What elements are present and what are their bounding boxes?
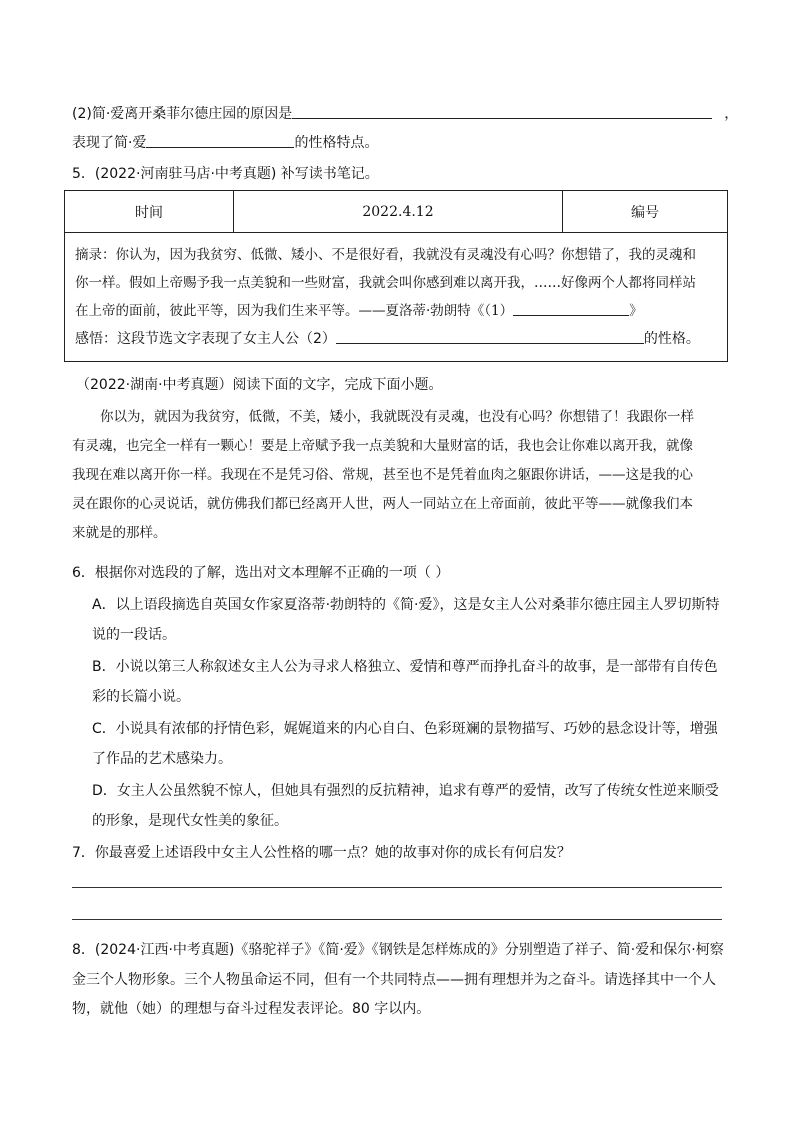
q4-part2-prefix: (2)简·爱离开桑菲尔德庄园的原因是: [72, 106, 293, 122]
q6-stem: 6．根据你对选段的了解，选出对文本理解不正确的一项（ ）: [72, 565, 450, 581]
notes-number-label: 编号: [563, 191, 728, 233]
q8-line-1: 8．(2024·江西·中考真题)《骆驼祥子》《简·爱》《钢铁是怎样炼成的》分别塑造了祥子、简·爱和保尔·柯察: [72, 942, 724, 958]
q6-option-c-line2: 了作品的艺术感染力。: [92, 751, 232, 767]
notes-time-label: 时间: [65, 191, 234, 233]
q6-option-b-line2: 彩的长篇小说。: [92, 689, 190, 705]
q4-part2-answer-blank[interactable]: [292, 104, 712, 119]
q4-part2-trait-blank[interactable]: [146, 133, 294, 148]
excerpt-line-2: 你一样。假如上帝赐予我一点美貌和一些财富，我就会叫你感到难以离开我，……好像两个人都将同样站: [75, 275, 696, 291]
q6-option-b-line1[interactable]: B．小说以第三人称叙述女主人公为寻求人格独立、爱情和尊严而挣扎奋斗的故事，是一部带有自传色: [92, 659, 718, 675]
insight-prefix: 感悟：这段节选文字表现了女主人公（2）: [75, 331, 336, 347]
q4-part2-line2-suffix: 的性格特点。: [294, 135, 379, 151]
q6-option-d-line1[interactable]: D．女主人公虽然貌不惊人，但她具有强烈的反抗精神，追求有尊严的爱情，改写了传统女性逆来顺受: [92, 783, 719, 799]
passage-line-5: 来就是的那样。: [72, 525, 167, 541]
q6-option-d-line2: 的形象，是现代女性美的象征。: [92, 813, 288, 829]
q8-line-3: 物，就他（她）的理想与奋斗过程发表评论。80 字以内。: [72, 1001, 431, 1017]
group-stem: （2022·湖南·中考真题）阅读下面的文字，完成下面小题。: [76, 377, 443, 393]
excerpt-line-3-text: 在上帝的面前，彼此平等，因为我们生来平等。——夏洛蒂·勃朗特《（1）: [75, 303, 514, 319]
q4-part2-line2-prefix: 表现了简·爱: [72, 135, 147, 151]
reading-notes-table: [64, 190, 728, 362]
insight-line: [75, 325, 717, 353]
passage-line-1: 你以为，就因为我贫穷，低微，不美，矮小，我就既没有灵魂，也没有心吗？你想错了！我跟你一样: [100, 409, 694, 425]
q7-answer-line-1[interactable]: [72, 887, 722, 888]
q5-stem: 5．(2022·河南驻马店·中考真题) 补写读书笔记。: [72, 166, 379, 182]
q6-option-a-line2: 说的一段话。: [92, 627, 176, 643]
q6-option-a-line1[interactable]: A．以上语段摘选自英国女作家夏洛蒂·勃朗特的《简·爱》，这是女主人公对桑菲尔德庄园主人罗切斯特: [92, 597, 720, 613]
excerpt-close-bracket: 》: [629, 303, 643, 319]
notes-body-cell: [65, 233, 728, 362]
excerpt-line-1: 摘录：你认为，因为我贫穷、低微、矮小、不是很好看，我就没有灵魂没有心吗？你想错了，我的灵魂和: [75, 247, 696, 263]
insight-suffix: 的性格。: [643, 331, 700, 347]
passage-line-4: 灵在跟你的心灵说话，就仿佛我们都已经离开人世，两人一同站立在上帝面前，彼此平等——就像我们本: [72, 496, 693, 512]
notes-body-row: [65, 233, 728, 362]
q8-line-2: 金三个人物形象。三个人物虽命运不同，但有一个共同特点——拥有理想并为之奋斗。请选择其中一个人: [72, 972, 716, 988]
q6-option-c-line1[interactable]: C．小说具有浓郁的抒情色彩，娓娓道来的内心自白、色彩斑斓的景物描写、巧妙的悬念设计等，增强: [92, 721, 718, 737]
q4-part2-comma: ，: [724, 106, 739, 122]
character-trait-blank[interactable]: [336, 329, 644, 344]
notes-date-value: 2022.4.12: [234, 191, 563, 233]
notes-header-row: [65, 191, 728, 233]
q7-answer-line-2[interactable]: [72, 919, 722, 920]
q4-part2-line1: [72, 104, 738, 124]
passage-line-3: 我现在难以离开你一样。我现在不是凭习俗、常规，甚至也不是凭着血肉之躯跟你讲话，——这是我的心: [72, 467, 693, 483]
passage-line-2: 有灵魂，也完全一样有一颗心！要是上帝赋予我一点美貌和大量财富的话，我也会让你难以离开我，就像: [72, 438, 693, 454]
reading-passage: [72, 403, 722, 548]
q7-stem: 7．你最喜爱上述语段中女主人公性格的哪一点？她的故事对你的成长有何启发？: [72, 845, 571, 861]
q4-part2-line2: [72, 133, 378, 153]
book-title-blank[interactable]: [513, 301, 629, 316]
excerpt-line-3: [75, 297, 717, 325]
